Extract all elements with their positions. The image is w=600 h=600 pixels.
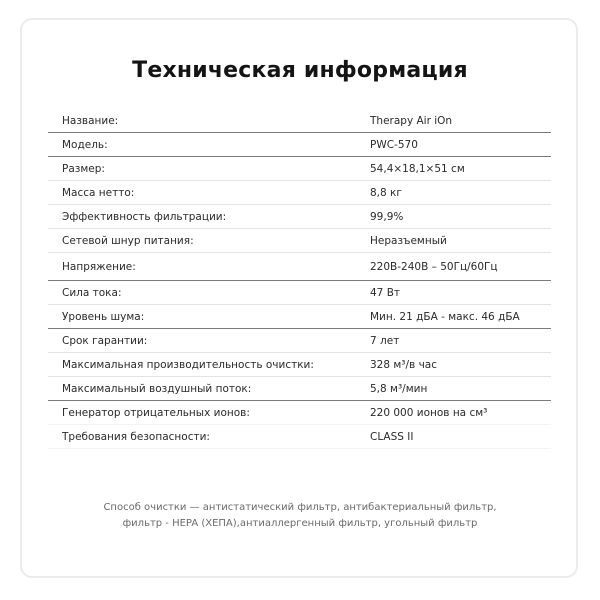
spec-label: Максимальный воздушный поток:: [62, 382, 252, 395]
spec-value: PWC-570: [370, 138, 418, 151]
spec-row-weight: [48, 181, 551, 205]
spec-value: 220В-240В – 50Гц/60Гц: [370, 260, 498, 273]
spec-row-model: [48, 133, 551, 157]
spec-row-filtration: [48, 205, 551, 229]
spec-label: Срок гарантии:: [62, 334, 148, 347]
footnote-line-1: Способ очистки — антистатический фильтр, антибактериальный фильтр,: [103, 502, 497, 513]
spec-label: Сила тока:: [62, 286, 122, 299]
spec-value: Therapy Air iOn: [370, 114, 453, 127]
cleaning-method-note: [60, 500, 540, 532]
spec-row-airflow: [48, 377, 551, 401]
spec-row-power: [48, 281, 551, 305]
spec-row-cleaning-capacity: [48, 353, 551, 377]
spec-label: Уровень шума:: [62, 310, 145, 323]
spec-table: [48, 109, 551, 449]
spec-label: Сетевой шнур питания:: [62, 234, 194, 247]
spec-label: Эффективность фильтрации:: [62, 210, 227, 223]
spec-value: 54,4×18,1×51 см: [370, 162, 465, 175]
page-title: Техническая информация: [132, 58, 468, 83]
spec-label: Напряжение:: [62, 260, 136, 273]
spec-value: 7 лет: [370, 334, 400, 347]
spec-row-name: [48, 109, 551, 133]
spec-label: Максимальная производительность очистки:: [62, 358, 314, 371]
spec-row-warranty: [48, 329, 551, 353]
spec-row-safety: [48, 425, 551, 449]
spec-value: 220 000 ионов на см³: [370, 406, 488, 419]
spec-label: Требования безопасности:: [62, 430, 210, 443]
spec-label: Название:: [62, 114, 119, 127]
spec-value: 47 Вт: [370, 286, 401, 299]
spec-label: Генератор отрицательных ионов:: [62, 406, 250, 419]
spec-label: Масса нетто:: [62, 186, 135, 199]
spec-label: Модель:: [62, 138, 108, 151]
spec-value: 8,8 кг: [370, 186, 402, 199]
spec-row-noise: [48, 305, 551, 329]
spec-value: Мин. 21 дБА - макс. 46 дБА: [370, 310, 520, 323]
spec-value: 328 м³/в час: [370, 358, 437, 371]
footnote-line-2: фильтр - HEPA (ХЕПА),антиаллергенный фильтр, угольный фильтр: [122, 518, 478, 529]
spec-row-size: [48, 157, 551, 181]
spec-value: Неразъемный: [370, 234, 447, 247]
spec-value: 5,8 м³/мин: [370, 382, 428, 395]
spec-row-voltage: [48, 253, 551, 281]
spec-row-ion-generator: [48, 401, 551, 425]
spec-value: 99,9%: [370, 210, 404, 223]
spec-row-power-cord: [48, 229, 551, 253]
spec-label: Размер:: [62, 162, 105, 175]
spec-value: CLASS II: [370, 430, 414, 443]
